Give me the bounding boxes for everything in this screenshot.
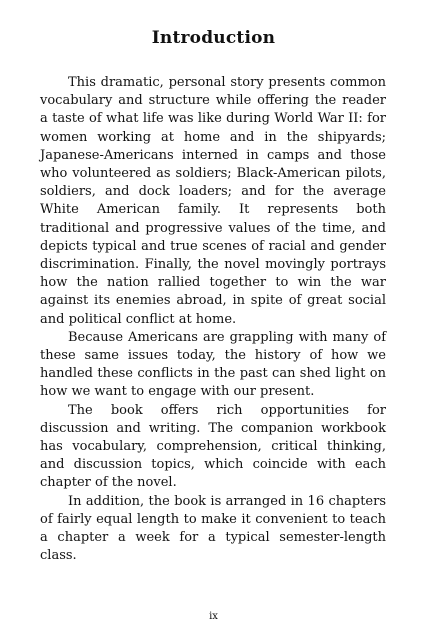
paragraph-4: In addition, the book is arranged in 16 chapters of fairly equal length to make it convenient to teach a chapter a week for a typical semester-length class.	[40, 493, 386, 564]
paragraph-1: This dramatic, personal story presents common vocabulary and structure while offering the reader a taste of what life was like during World War II: for women working at home and in the shipyards; Japanese-Americans interned in camps and those who volunteered as soldiers; Black-American pilots, soldiers, and dock loaders; and for the average White American family. It represents both traditional and progressive values of the time, and depicts typical and true scenes of racial and gender discrimination. Finally, the novel movingly portrays how the nation rallied together to win the war against its enemies abroad, in spite of great social and political conflict at home.	[40, 75, 386, 327]
page-title: Introduction	[151, 28, 276, 48]
paragraph-3: The book offers rich opportunities for discussion and writing. The companion workbook has vocabulary, comprehension, critical thinking, and discussion topics, which coincide with each chapter of the novel.	[40, 402, 386, 491]
paragraph-2: Because Americans are grappling with many of these same issues today, the history of how we handled these conflicts in the past can shed light on how we want to engage with our present.	[40, 329, 386, 400]
page-number: ix	[209, 611, 218, 622]
introduction-body	[40, 74, 386, 565]
